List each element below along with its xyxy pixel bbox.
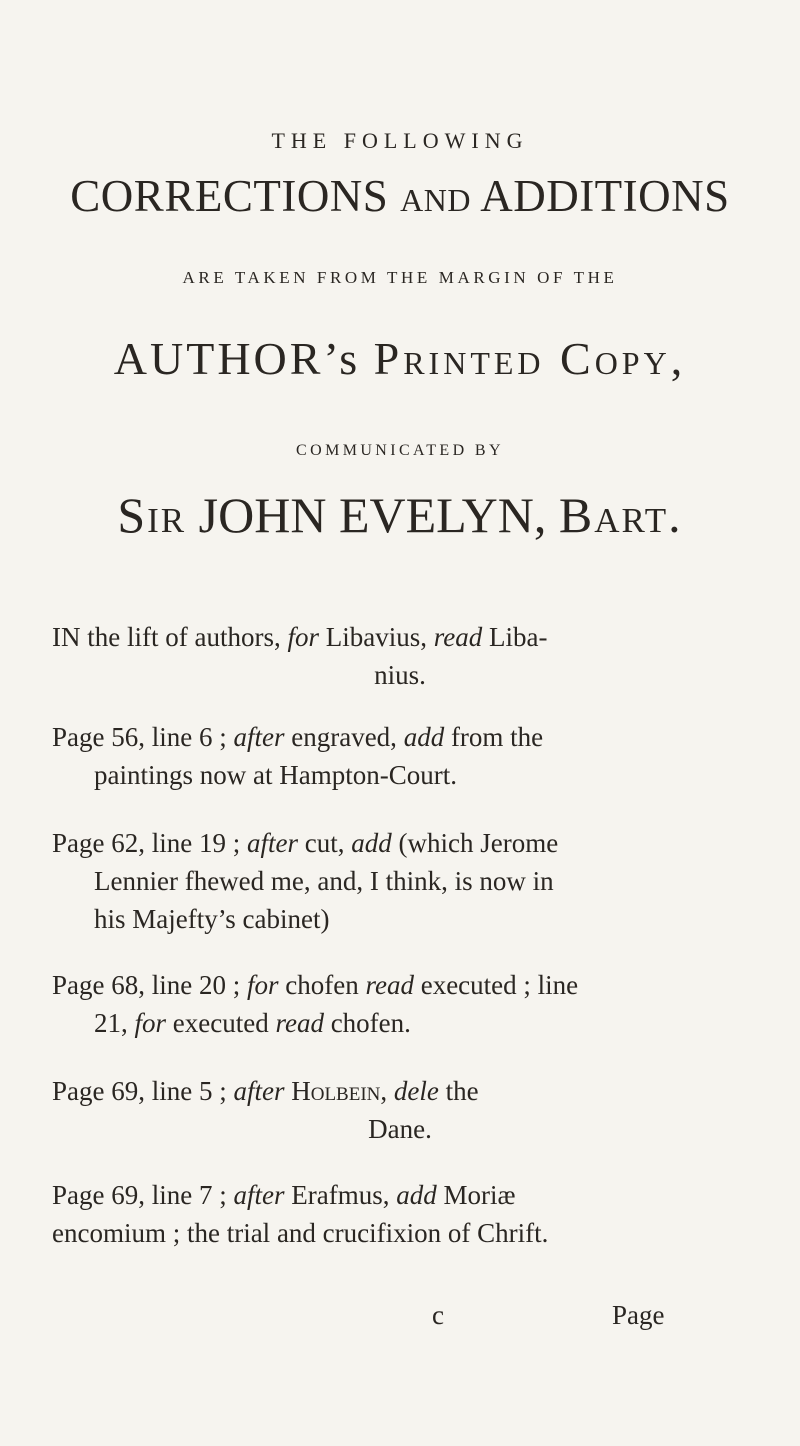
entry-line: paintings now at Hampton-Court.	[94, 760, 457, 790]
entry-line: his Majefty’s cabinet)	[94, 904, 330, 934]
entry-line: Page 69, line 7 ; after Erafmus, add Moriæ	[52, 1180, 516, 1210]
heading-authors-printed-copy: AUTHOR’s Printed Copy,	[113, 333, 687, 384]
signature-mark: c	[432, 1300, 444, 1330]
entry-line: IN the lift of authors, for Libavius, read Liba-	[52, 622, 548, 652]
entry-line: Page 69, line 5 ; after Holbein, dele the	[52, 1076, 479, 1106]
catchword: Page	[612, 1300, 665, 1330]
entry-line: encomium ; the trial and crucifixion of Chrift.	[52, 1218, 549, 1248]
entry-line: Page 62, line 19 ; after cut, add (which Jerome	[52, 828, 559, 858]
entry-line: 21, for executed read chofen.	[94, 1008, 411, 1038]
heading-communicated-by: COMMUNICATED BY	[296, 442, 504, 459]
heading-sir-john-evelyn: Sir JOHN EVELYN, Bart.	[117, 487, 683, 543]
entry-line: Dane.	[368, 1114, 432, 1144]
entry-line: Page 68, line 20 ; for chofen read executed ; line	[52, 970, 579, 1000]
heading-corrections-additions: CORRECTIONS and ADDITIONS	[70, 171, 730, 221]
heading-taken-from-margin: ARE TAKEN FROM THE MARGIN OF THE	[182, 268, 618, 287]
entry-line: Lennier fhewed me, and, I think, is now in	[94, 866, 554, 896]
entry-line: Page 56, line 6 ; after engraved, add from the	[52, 722, 544, 752]
entry-line: nius.	[374, 660, 426, 690]
heading-the-following: THE FOLLOWING	[271, 128, 529, 153]
